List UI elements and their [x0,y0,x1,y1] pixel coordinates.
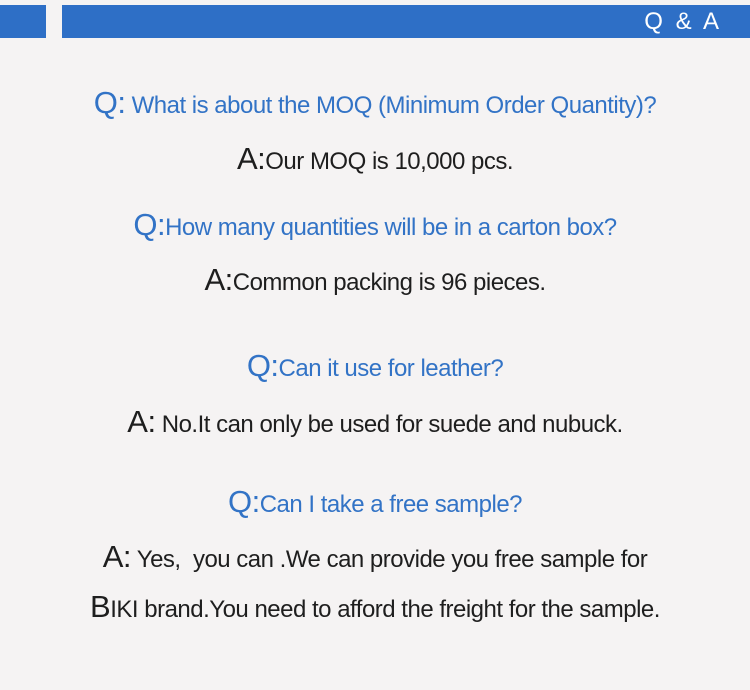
question-text: Q:Can I take a free sample? [227,484,523,519]
answer-text: A: No.It can only be used for suede and nubuck. [127,404,623,439]
qa-item-leather [0,348,750,440]
qa-item-carton-quantity [0,207,750,298]
qa-item-free-sample [0,484,750,625]
qa-header [0,5,750,38]
question-text: Q:Can it use for leather? [246,348,504,383]
answer-text-line-2: BIKI brand.You need to afford the freight for the sample. [90,589,660,624]
question-text: Q:How many quantities will be in a carton box? [133,207,617,242]
answer-text-line-1: A: Yes, you can .We can provide you free sample for [102,539,648,574]
section-title: Q & A [644,8,722,35]
qa-item-moq [0,85,750,177]
qa-list [0,85,750,625]
header-title-bar [62,5,750,38]
question-text: Q: What is about the MOQ (Minimum Order Quantity)? [93,85,657,120]
answer-text: A:Our MOQ is 10,000 pcs. [236,141,514,176]
header-accent-square [0,5,46,38]
answer-text: A:Common packing is 96 pieces. [204,262,546,297]
